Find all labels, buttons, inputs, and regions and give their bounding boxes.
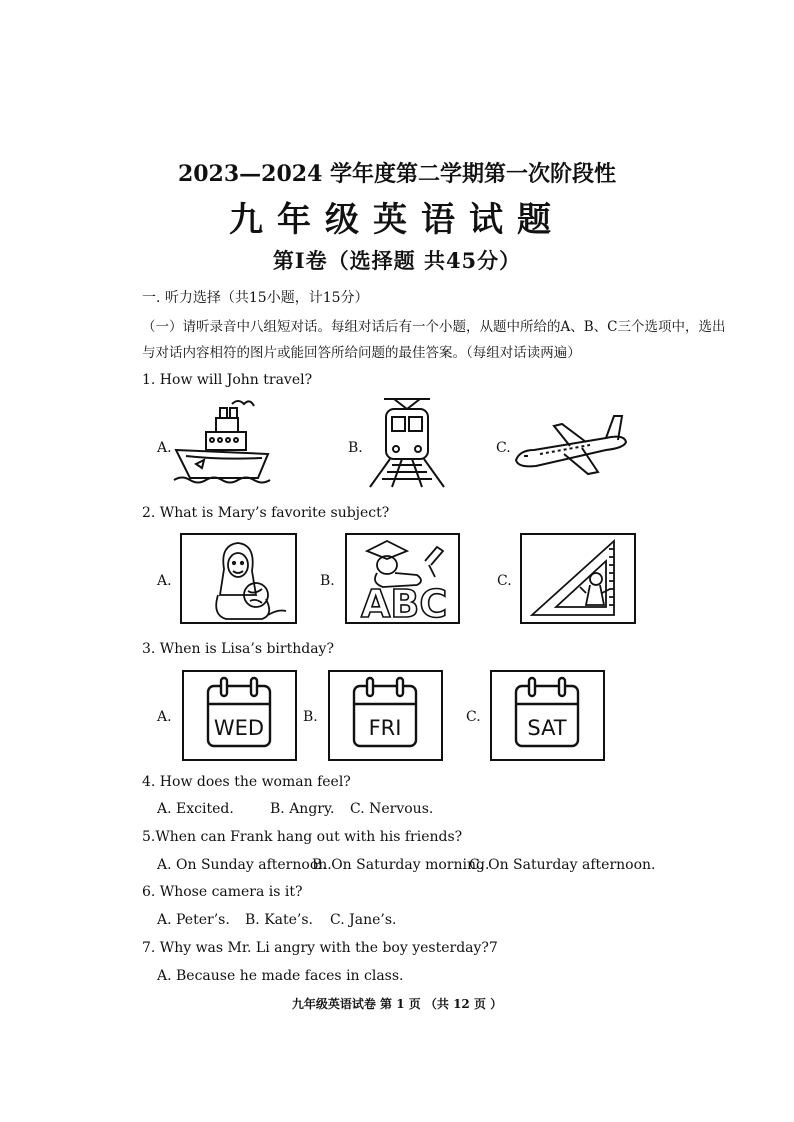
q5-option-c: C. On Saturday afternoon.: [469, 857, 656, 873]
q3-option-c-label: C.: [466, 709, 481, 725]
calendar-wed-icon: [184, 672, 295, 759]
q2-option-b-box: [345, 533, 460, 624]
question-6: 6. Whose camera is it?: [142, 884, 303, 900]
instruction-line1: （一）请听录音中八组短对话。每组对话后有一个小题，从题中所给的A、B、C三个选项中，选出: [142, 319, 726, 335]
page-footer: 九年级英语试卷 第 1 页 （共 12 页 ）: [291, 997, 503, 1011]
q6-option-a: A. Peter’s.: [157, 912, 230, 928]
paper-part-title: 第Ⅰ卷（选择题 共45分）: [272, 248, 522, 273]
question-2: 2. What is Mary’s favorite subject?: [142, 505, 390, 521]
q3-option-c-box: [490, 670, 605, 761]
airplane-picture: [510, 408, 630, 480]
q4-option-b: B. Angry.: [270, 801, 335, 817]
q3-option-a-box: [182, 670, 297, 761]
calendar-day-fri: FRI: [368, 716, 402, 740]
exam-title-line1: 2023—2024 学年度第二学期第一次阶段性: [177, 161, 617, 187]
girl-with-globe-picture: [182, 535, 295, 622]
set-square-picture: [522, 535, 634, 622]
q4-option-a: A. Excited.: [157, 801, 234, 817]
exam-title-main: 九年级英语试题: [229, 200, 565, 240]
q5-option-a: A. On Sunday afternoon.: [157, 857, 332, 873]
instruction-line2: 与对话内容相符的图片或能回答所给问题的最佳答案。（每组对话读两遍）: [142, 345, 581, 361]
question-7: 7. Why was Mr. Li angry with the boy yesterday?7: [142, 940, 498, 956]
question-1: 1. How will John travel?: [142, 372, 313, 388]
question-5: 5.When can Frank hang out with his friends?: [142, 829, 463, 845]
q2-option-a-label: A.: [157, 573, 172, 589]
ship-picture: [172, 398, 272, 484]
q4-option-c: C. Nervous.: [350, 801, 434, 817]
abc-text: ABC: [361, 582, 448, 622]
q2-option-a-box: [180, 533, 297, 624]
question-4: 4. How does the woman feel?: [142, 774, 351, 790]
q1-option-a-label: A.: [157, 440, 172, 456]
q2-option-c-box: [520, 533, 636, 624]
q6-option-c: C. Jane’s.: [330, 912, 397, 928]
q2-option-c-label: C.: [497, 573, 512, 589]
calendar-fri-icon: [330, 672, 441, 759]
q2-option-b-label: B.: [320, 573, 335, 589]
calendar-day-sat: SAT: [527, 716, 567, 740]
section-heading: 一. 听力选择（共15小题，计15分）: [142, 290, 369, 306]
question-3: 3. When is Lisa’s birthday?: [142, 641, 334, 657]
abc-letters-picture: [347, 535, 458, 622]
q1-option-b-label: B.: [348, 440, 363, 456]
q7-option-a: A. Because he made faces in class.: [157, 968, 404, 984]
q3-option-b-box: [328, 670, 443, 761]
q1-option-c-label: C.: [496, 440, 511, 456]
q5-option-b: B. On Saturday morning.: [312, 857, 490, 873]
q6-option-b: B. Kate’s.: [245, 912, 313, 928]
calendar-sat-icon: [492, 672, 603, 759]
q3-option-a-label: A.: [157, 709, 172, 725]
q3-option-b-label: B.: [303, 709, 318, 725]
calendar-day-wed: WED: [213, 716, 265, 740]
train-picture: [362, 395, 452, 490]
